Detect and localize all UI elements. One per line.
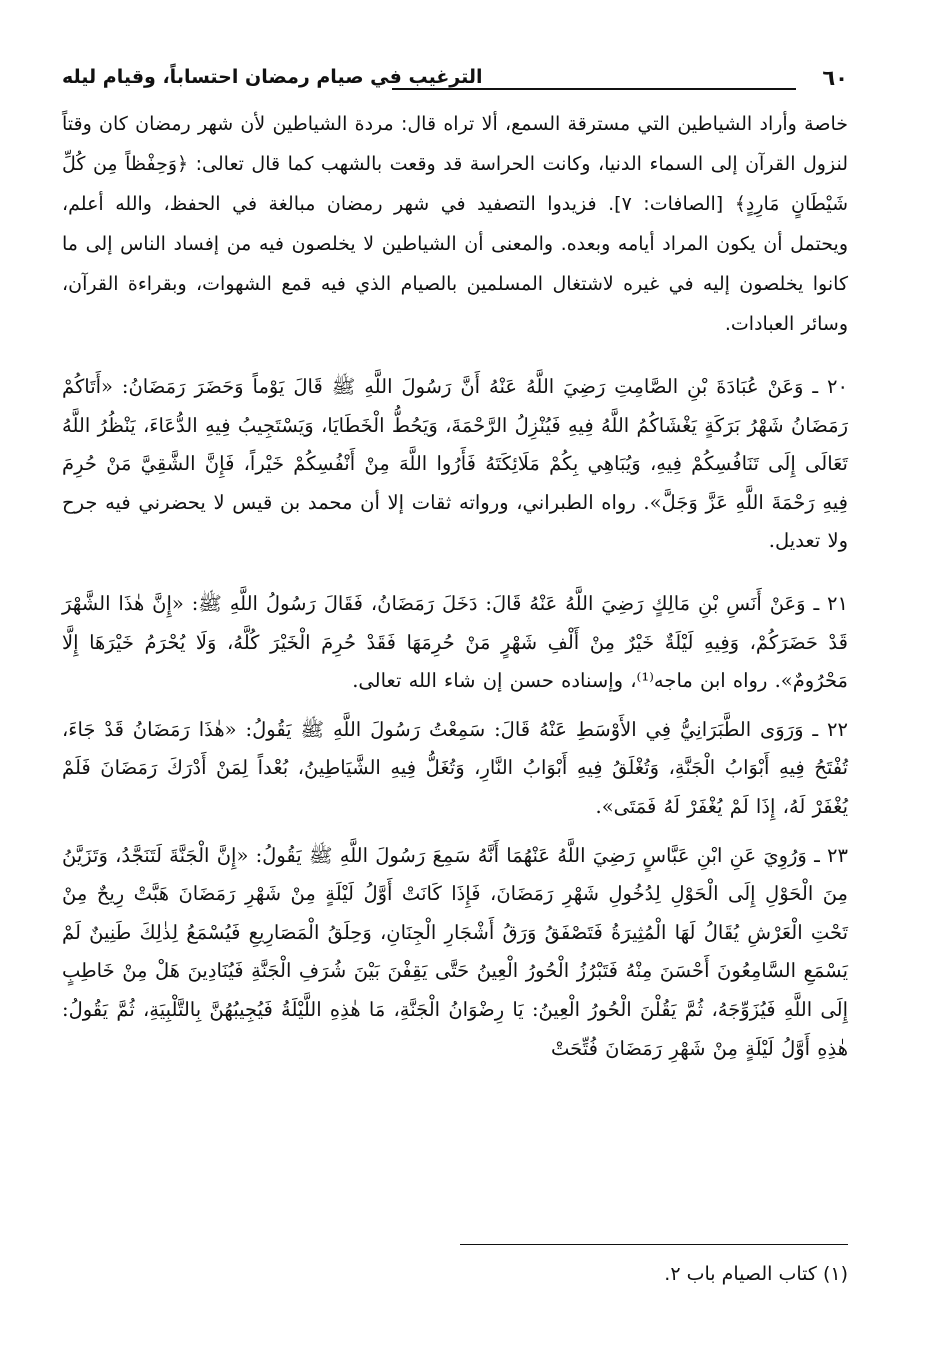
running-title: الترغيب في صيام رمضان احتساباً، وقيام ليله — [62, 66, 483, 88]
hadith-20: ٢٠ ـ وَعَنْ عُبَادَةَ بْنِ الصَّامِتِ رَضِيَ اللَّهُ عَنْهُ أَنَّ رَسُولَ اللَّهِ ﷺ قَالَ يَوْماً وَحَضَرَ رَمَضَانُ: «أَتَاكُمْ رَمَضَانُ شَهْرُ بَرَكَةٍ يَغْشَاكُمُ اللَّهُ فِيهِ فَيُنْزِلُ الرَّحْمَةَ، وَيَحُطُّ الْخَطَايَا، وَيَسْتَجِيبُ فِيهِ الدُّعَاءَ، يَنْظُرُ اللَّهُ تَعَالَى إِلَى تَنَافُسِكُمْ فِيهِ، وَيُبَاهِي بِكُمْ مَلَائِكَتَهُ فَأَرُوا اللَّهَ مِنْ أَنْفُسِكُمْ خَيْراً، فَإِنَّ الشَّقِيَّ مَنْ حُرِمَ فِيهِ رَحْمَةَ اللَّهِ عَزَّ وَجَلَّ». رواه الطبراني، ورواته ثقات إلا أن محمد بن قيس لا يحضرني فيه جرح ولا تعديل. — [62, 375, 848, 553]
header-rule — [392, 88, 796, 90]
hadith-21: ٢١ ـ وَعَنْ أَنَسِ بْنِ مَالِكٍ رَضِيَ اللَّهُ عَنْهُ قَالَ: دَخَلَ رَمَضَانُ، فَقَالَ رَسُولُ اللَّهِ ﷺ: «إِنَّ هٰذَا الشَّهْرَ قَدْ حَضَرَكُمْ، وَفِيهِ لَيْلَةٌ خَيْرٌ مِنْ أَلْفِ شَهْرٍ مَنْ حُرِمَهَا فَقَدْ حُرِمَ الْخَيْرَ كُلَّهُ، وَلَا يُحْرَمُ خَيْرَهَا إِلَّا مَحْرُومٌ». رواه ابن ماجه⁽¹⁾، وإسناده حسن إن شاء الله تعالى. — [62, 591, 848, 693]
main-text — [62, 104, 848, 1068]
hadith-23: ٢٣ ـ وَرُوِيَ عَنِ ابْنِ عَبَّاسٍ رَضِيَ اللَّهُ عَنْهُمَا أَنَّهُ سَمِعَ رَسُولَ اللَّهِ ﷺ يَقُولُ: «إِنَّ الْجَنَّةَ لَتَنَجَّدُ، وَتَزَيَّنُ مِنَ الْحَوْلِ إِلَى الْحَوْلِ لِدُخُولِ شَهْرِ رَمَضَانَ، فَإِذَا كَانَتْ أَوَّلُ لَيْلَةٍ مِنْ شَهْرِ رَمَضَانَ هَبَّتْ رِيحٌ مِنْ تَحْتِ الْعَرْشِ يُقَالُ لَهَا الْمُثِيرَةُ فَتَصْفَقُ وَرَقُ أَشْجَارِ الْجِنَانِ، وَحِلَقُ الْمَصَارِيعِ فَيُسْمَعُ لِذٰلِكَ طَنِينٌ لَمْ يَسْمَعِ السَّامِعُونَ أَحْسَنَ مِنْهُ فَتَبْرُزُ الْحُورُ الْعِينُ حَتَّى يَقِفْنَ بَيْنَ شُرَفِ الْجَنَّةِ فَيُنَادِينَ هَلْ مِنْ خَاطِبٍ إِلَى اللَّهِ فَيُزَوِّجَهُ، ثُمَّ يَقُلْنَ الْحُورُ الْعِينُ: يَا رِضْوَانُ الْجَنَّةِ، مَا هٰذِهِ اللَّيْلَةُ فَيُجِيبُهُنَّ بِالتَّلْبِيَةِ، ثُمَّ يَقُولُ: هٰذِهِ أَوَّلُ لَيْلَةٍ مِنْ شَهْرِ رَمَضَانَ فُتِّحَتْ — [62, 843, 848, 1060]
footnote-rule — [460, 1244, 848, 1245]
hadith-22: ٢٢ ـ وَرَوَى الطَّبَرَانِيُّ فِي الأَوْسَطِ عَنْهُ قَالَ: سَمِعْتُ رَسُولَ اللَّهِ ﷺ يَقُولُ: «هٰذَا رَمَضَانُ قَدْ جَاءَ، تُفْتَحُ فِيهِ أَبْوَابُ الْجَنَّةِ، وَتُغْلَقُ فِيهِ أَبْوَابُ النَّارِ، وَتُغَلُّ فِيهِ الشَّيَاطِينُ، بُعْداً لِمَنْ أَدْرَكَ رَمَضَانَ فَلَمْ يُغْفَرْ لَهُ، إِذَا لَمْ يُغْفَرْ لَهُ فَمَتَى». — [62, 717, 848, 818]
footnote: (١) كتاب الصيام باب ٢. — [664, 1263, 848, 1285]
page-header — [62, 58, 848, 102]
page-number: ٦٠ — [822, 66, 848, 90]
prose-paragraph: خاصة وأراد الشياطين التي مسترقة السمع، ألا تراه قال: مردة الشياطين لأن شهر رمضان كان وقتاً لنزول القرآن إلى السماء الدنيا، وكانت الحراسة قد وقعت بالشهب كما قال تعالى: ﴿وَحِفْظاً مِن كُلِّ شَيْطَانٍ مَارِدٍ﴾ [الصافات: ٧]. فزيدوا التصفيد في شهر رمضان مبالغة في الحفظ، والله أعلم، ويحتمل أن يكون المراد أيامه وبعده. والمعنى أن الشياطين لا يخلصون فيه من إفساد الناس إلى ما كانوا يخلصون إليه في غيره لاشتغال المسلمين بالصيام الذي فيه قمع الشهوات، وبقراءة القرآن، وسائر العبادات. — [62, 113, 848, 335]
